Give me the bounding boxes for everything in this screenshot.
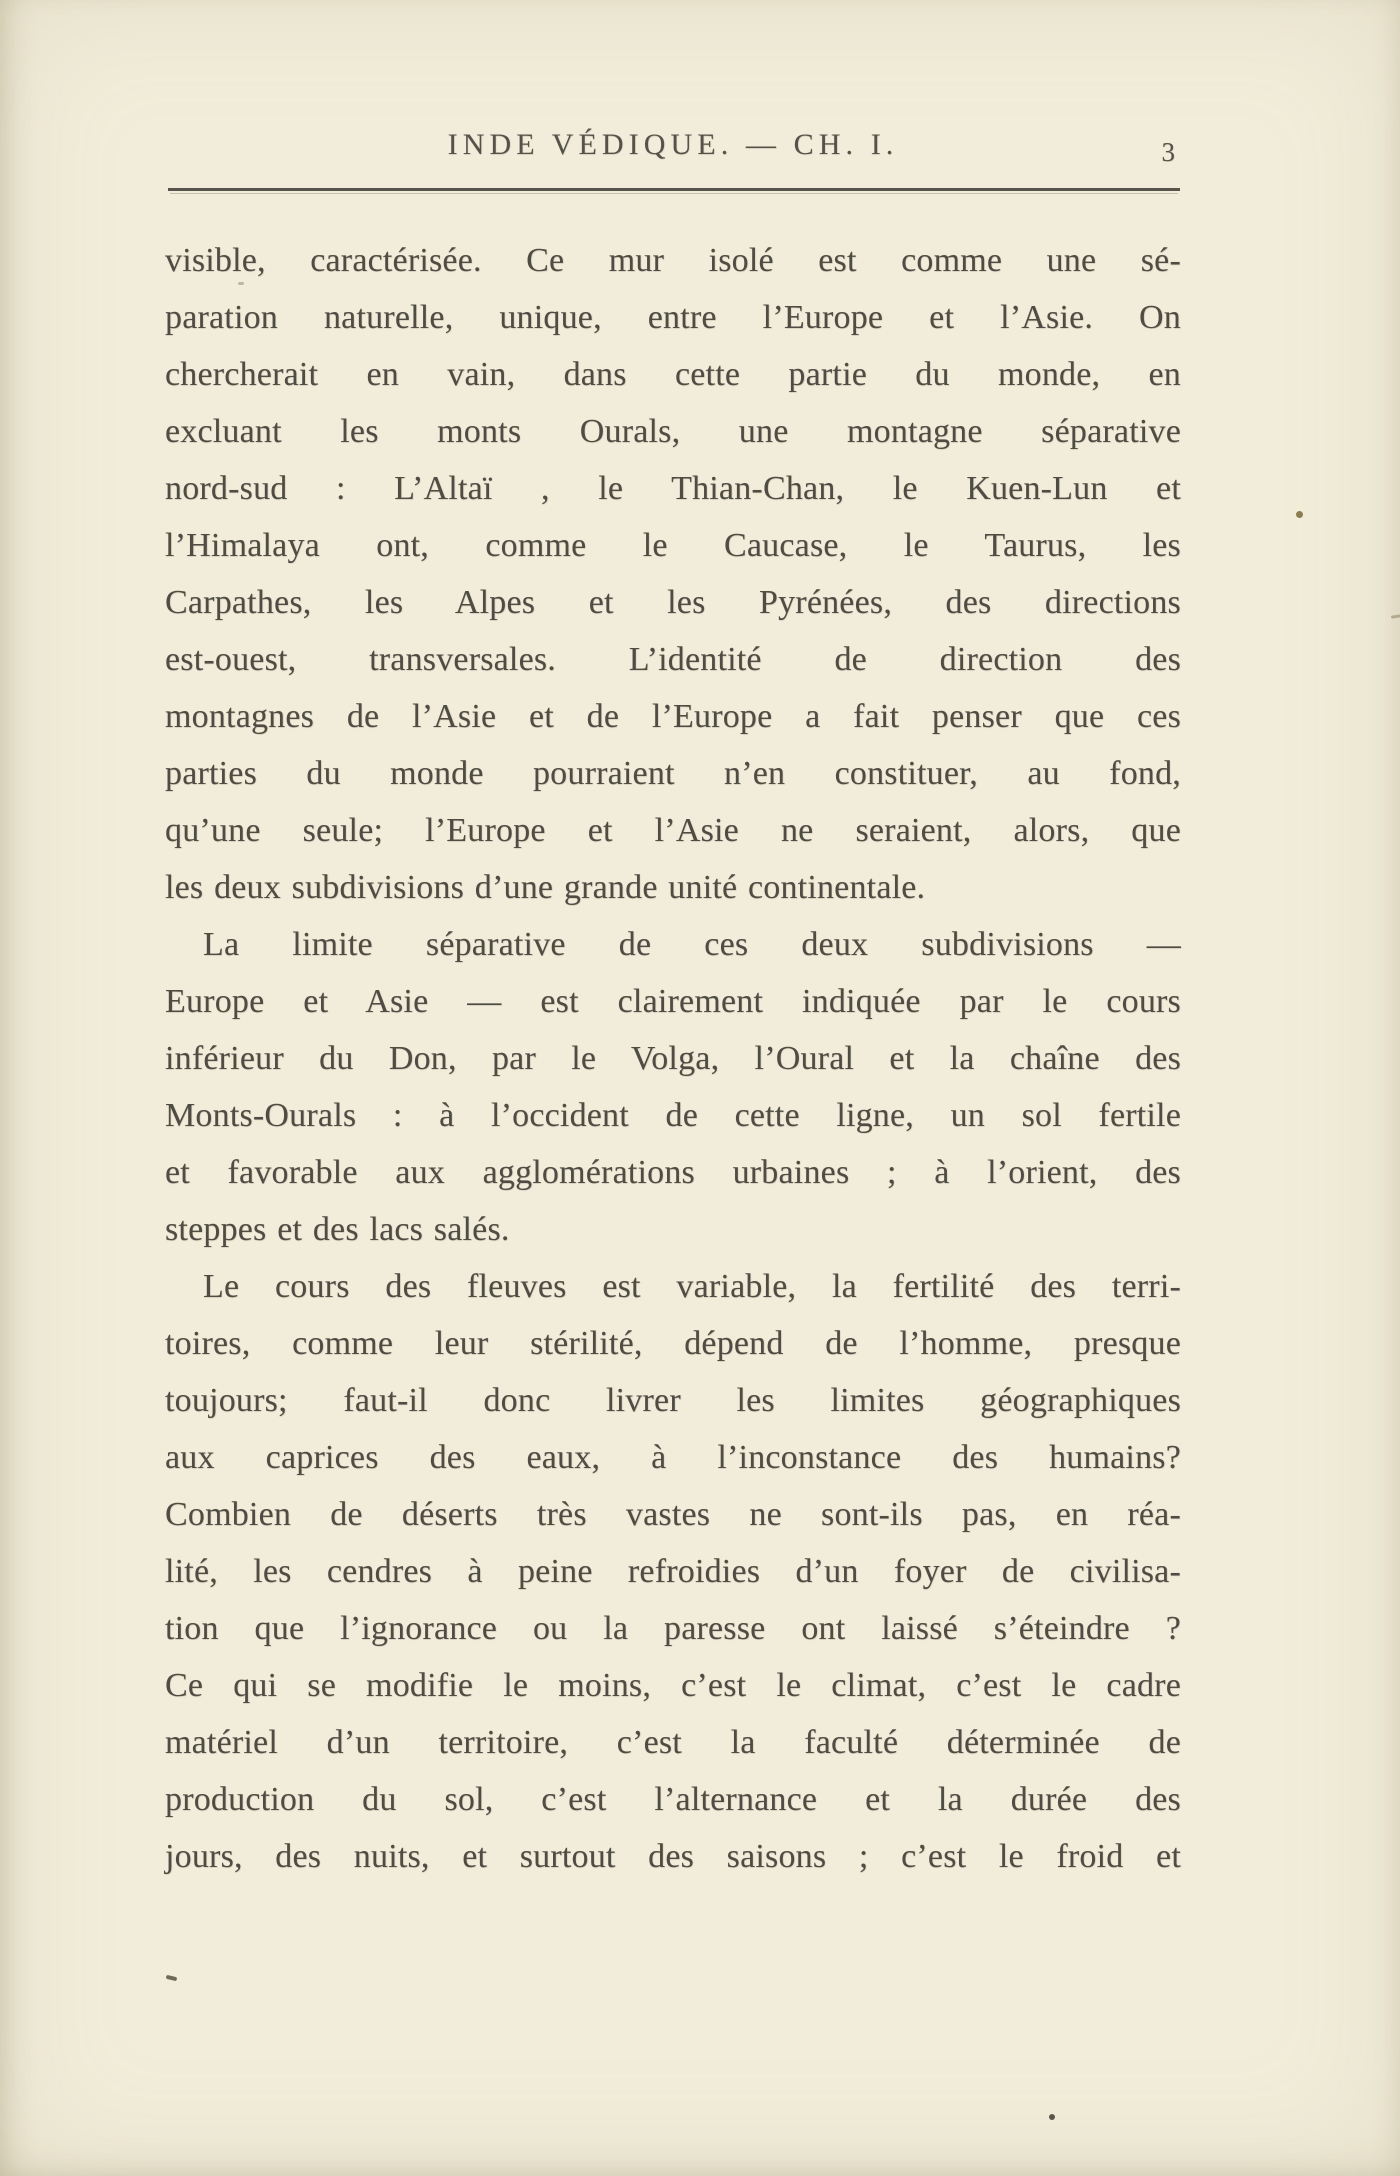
text-line: inférieur du Don, par le Volga, l’Oural et la chaîne des (165, 1040, 1181, 1077)
header-rule (168, 188, 1180, 191)
text-line: jours, des nuits, et surtout des saisons ; c’est le froid et (165, 1838, 1181, 1875)
text-line: toujours; faut-il donc livrer les limites géographiques (165, 1382, 1181, 1419)
text-line: production du sol, c’est l’alternance et la durée des (165, 1781, 1181, 1818)
text-line: lité, les cendres à peine refroidies d’un foyer de civilisa- (165, 1553, 1181, 1590)
paper-speck (1296, 511, 1303, 518)
text-line: qu’une seule; l’Europe et l’Asie ne seraient, alors, que (165, 812, 1181, 849)
text-line: matériel d’un territoire, c’est la faculté déterminée de (165, 1724, 1181, 1761)
text-line: parties du monde pourraient n’en constituer, au fond, (165, 755, 1181, 792)
text-line: steppes et des lacs salés. (165, 1211, 510, 1248)
text-line: tion que l’ignorance ou la paresse ont laissé s’éteindre ? (165, 1610, 1181, 1647)
page-number: 3 (1161, 137, 1175, 167)
text-line: montagnes de l’Asie et de l’Europe a fait penser que ces (165, 698, 1181, 735)
text-line: nord-sud : L’Altaï , le Thian-Chan, le Kuen-Lun et (165, 470, 1181, 507)
text-line: Monts-Ourals : à l’occident de cette ligne, un sol fertile (165, 1097, 1181, 1134)
text-line: est-ouest, transversales. L’identité de direction des (165, 641, 1181, 678)
text-line: Ce qui se modifie le moins, c’est le climat, c’est le cadre (165, 1667, 1181, 1704)
text-line: chercherait en vain, dans cette partie du monde, en (165, 356, 1181, 393)
text-line: Le cours des fleuves est variable, la fertilité des terri- (203, 1268, 1181, 1305)
running-header-title: INDE VÉDIQUE. — CH. I. (447, 128, 899, 161)
paper-speck (238, 282, 244, 285)
paper-speck (1391, 614, 1400, 618)
paper-speck (1049, 2114, 1055, 2120)
text-line: toires, comme leur stérilité, dépend de l’homme, presque (165, 1325, 1181, 1362)
text-line: paration naturelle, unique, entre l’Europe et l’Asie. On (165, 299, 1181, 336)
text-line: l’Himalaya ont, comme le Caucase, le Taurus, les (165, 527, 1181, 564)
text-line: et favorable aux agglomérations urbaines ; à l’orient, des (165, 1154, 1181, 1191)
paper-speck (166, 1975, 178, 1982)
text-line: Carpathes, les Alpes et les Pyrénées, des directions (165, 584, 1181, 621)
text-line: excluant les monts Ourals, une montagne séparative (165, 413, 1181, 450)
text-block (165, 232, 1181, 1885)
text-line: visible, caractérisée. Ce mur isolé est comme une sé- (165, 242, 1181, 279)
text-line: les deux subdivisions d’une grande unité continentale. (165, 869, 926, 906)
text-line: Combien de déserts très vastes ne sont-ils pas, en réa- (165, 1496, 1181, 1533)
page-header (165, 120, 1181, 170)
text-line: La limite séparative de ces deux subdivisions — (203, 926, 1181, 963)
text-line: aux caprices des eaux, à l’inconstance des humains? (165, 1439, 1181, 1476)
text-line: Europe et Asie — est clairement indiquée par le cours (165, 983, 1181, 1020)
